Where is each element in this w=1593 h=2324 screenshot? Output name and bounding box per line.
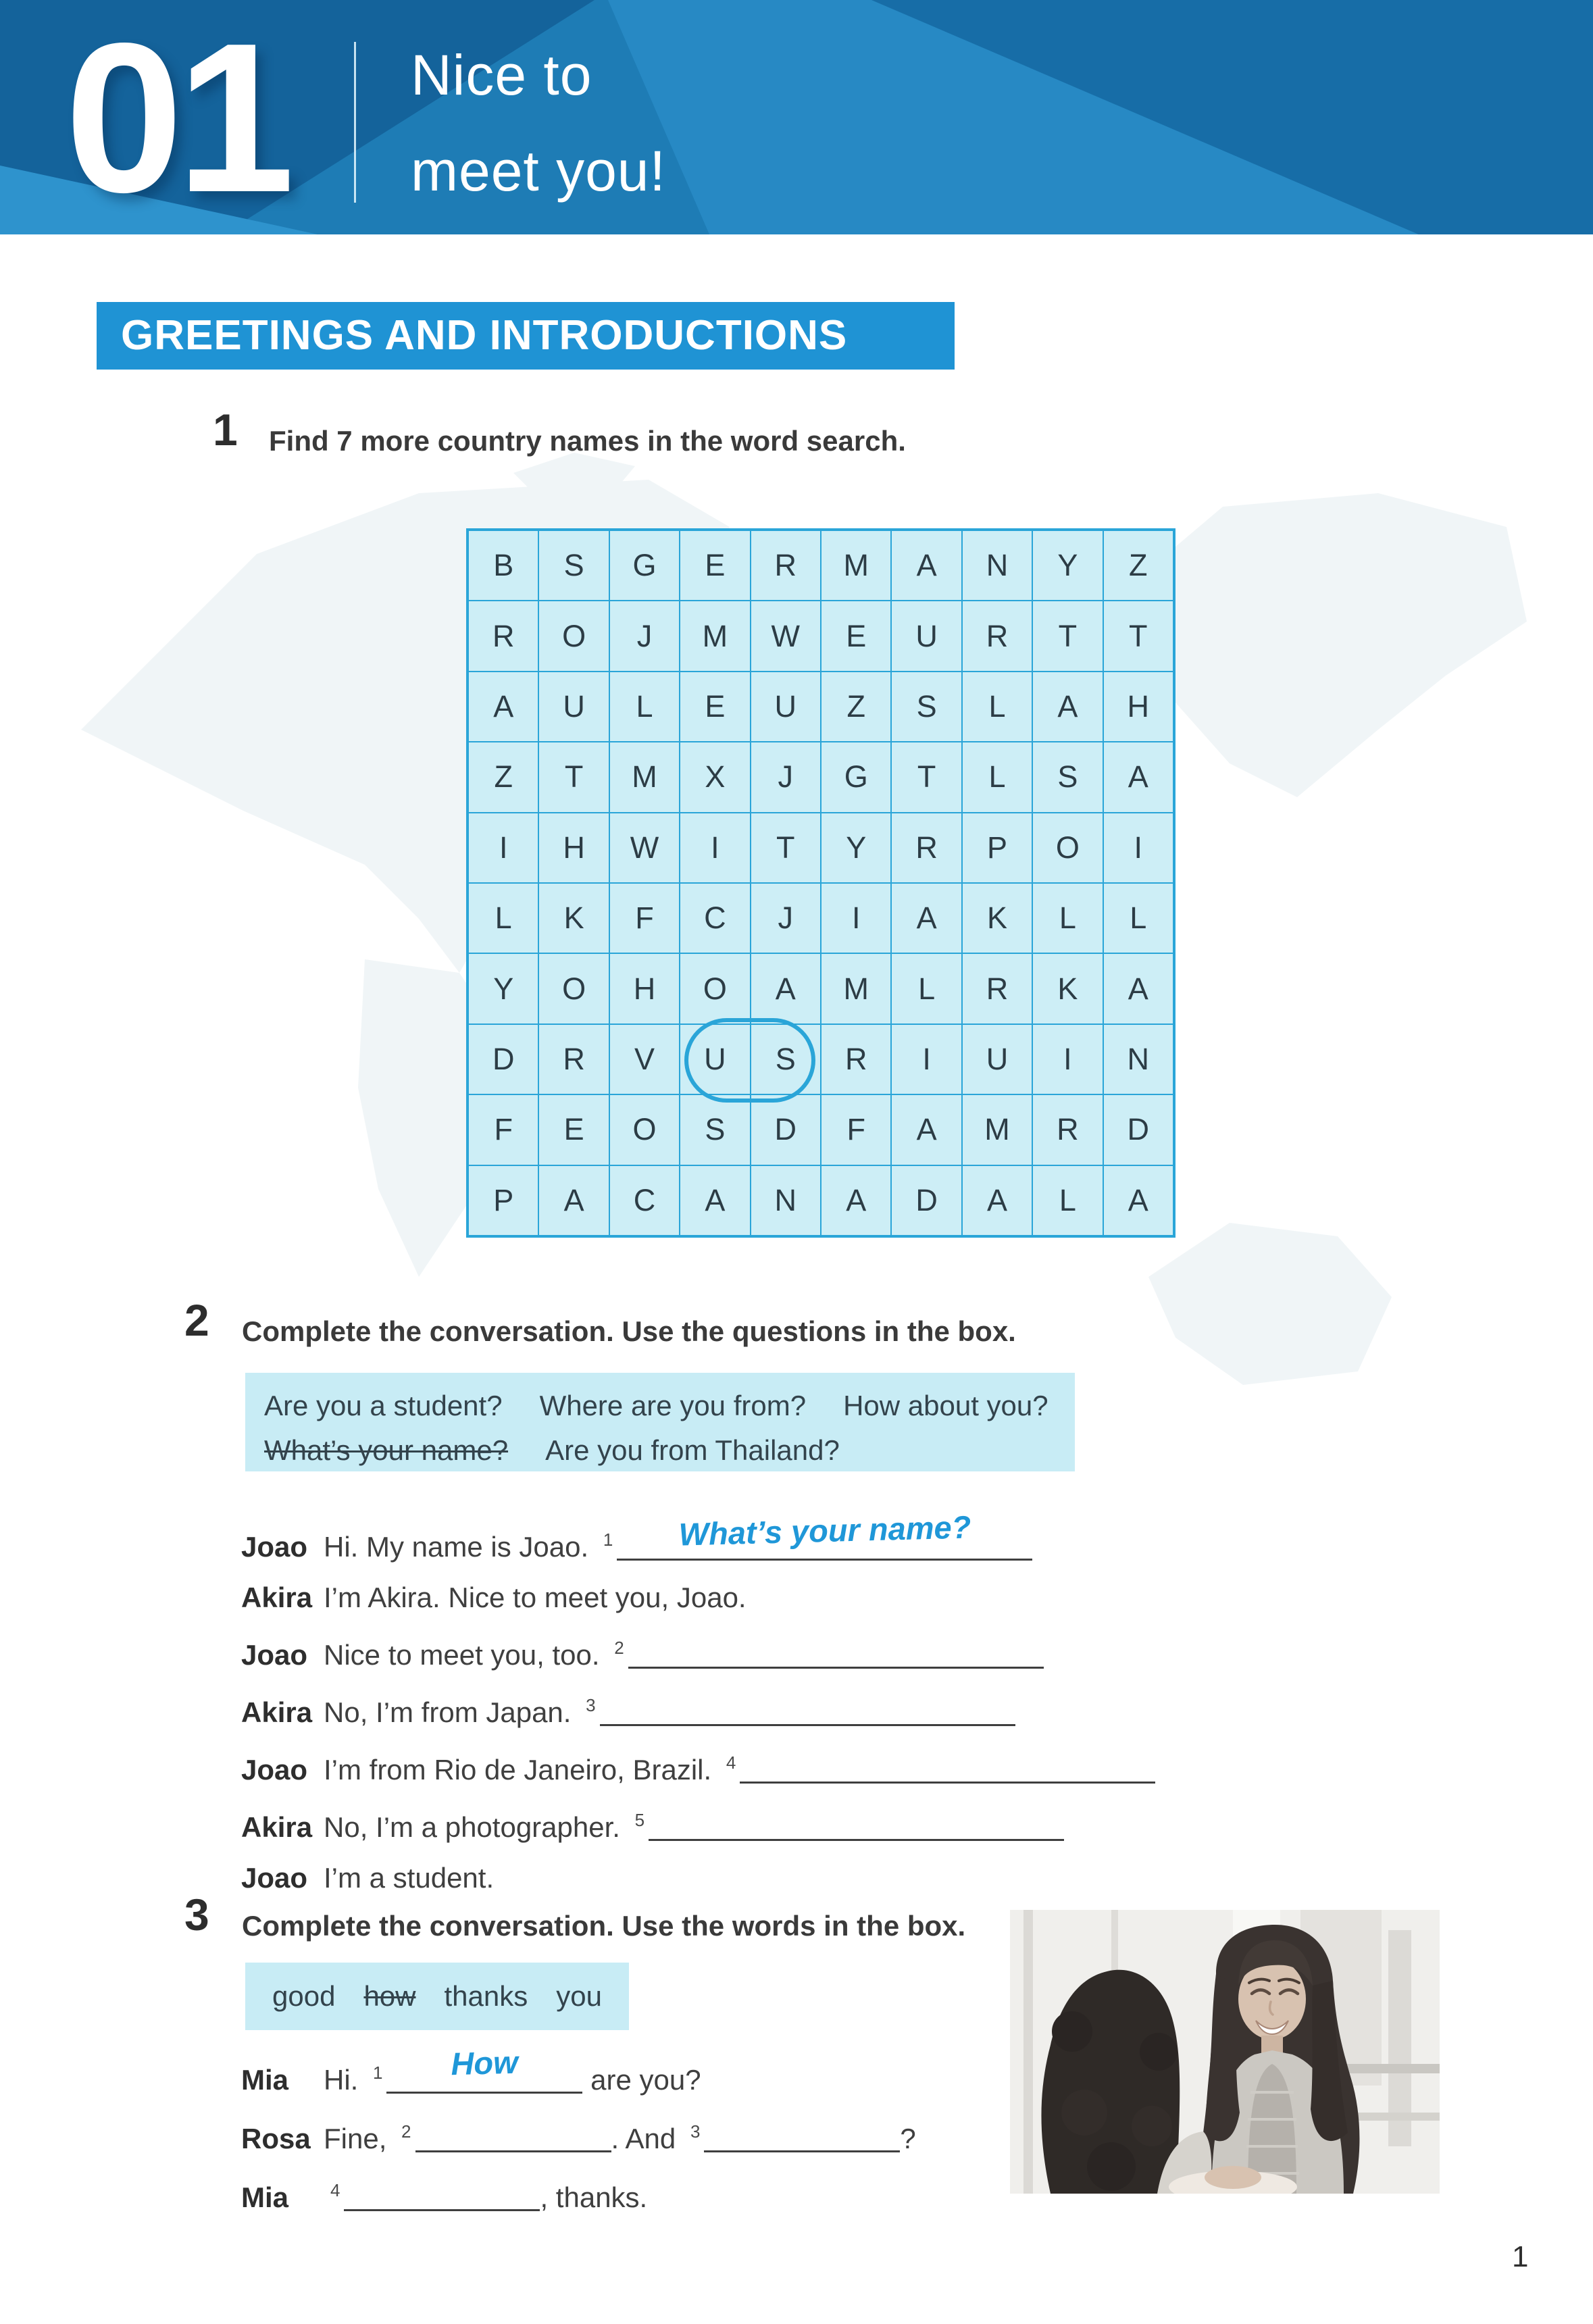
dialogue-text: . And [611,2123,684,2154]
box-word: how [363,1980,416,2012]
grid-cell-r8c3[interactable]: S [680,1094,750,1165]
box-word: Where are you from? [539,1390,807,1421]
grid-cell-r3c1[interactable]: T [538,742,609,812]
grid-cell-r4c4[interactable]: T [751,813,821,883]
grid-cell-r8c7[interactable]: M [962,1094,1032,1165]
grid-cell-r8c8[interactable]: R [1032,1094,1103,1165]
dialogue-line-2 [241,1572,1295,1623]
grid-cell-r2c8[interactable]: A [1032,672,1103,742]
grid-cell-r9c2[interactable]: C [609,1165,680,1236]
grid-cell-r8c4[interactable]: D [751,1094,821,1165]
exercise1-instruction: Find 7 more country names in the word search. [269,425,906,457]
grid-cell-r1c1[interactable]: O [538,601,609,671]
answer-blank[interactable] [386,2044,582,2094]
unit-title-line2: meet you! [411,139,666,203]
unit-number: 01 [65,0,288,236]
question-box-row [264,1384,1075,1428]
dialogue-line-1 [241,1509,1295,1572]
grid-cell-r1c3[interactable]: M [680,601,750,671]
grid-cell-r7c0[interactable]: D [468,1024,538,1094]
grid-cell-r4c1[interactable]: H [538,813,609,883]
grid-cell-r7c5[interactable]: R [821,1024,891,1094]
grid-cell-r4c7[interactable]: P [962,813,1032,883]
section-title: GREETINGS AND INTRODUCTIONS [121,312,848,359]
word-search [466,528,1175,1238]
blank-number: 3 [690,2121,701,2142]
speaker-name: Akira [241,1696,313,1728]
box-word: How about you? [843,1390,1048,1421]
grid-cell-r2c3[interactable]: E [680,672,750,742]
grid-cell-r0c0[interactable]: B [468,530,538,601]
dialogue-line-4 [241,1680,1295,1738]
exercise1-number: 1 [213,405,238,455]
word-box [245,1963,629,2030]
grid-cell-r1c7[interactable]: R [962,601,1032,671]
grid-cell-r7c1[interactable]: R [538,1024,609,1094]
grid-cell-r2c6[interactable]: S [891,672,961,742]
dialogue-text: I’m a student. [324,1862,495,1894]
exercise3-instruction: Complete the conversation. Use the words in the box. [242,1910,966,1942]
dialogue-text: I’m from Rio de Janeiro, Brazil. [324,1754,719,1786]
box-word: Are you a student? [264,1390,503,1421]
grid-cell-r1c0[interactable]: R [468,601,538,671]
grid-cell-r9c0[interactable]: P [468,1165,538,1236]
speaker-name: Mia [241,2181,289,2213]
grid-cell-r2c4[interactable]: U [751,672,821,742]
grid-cell-r8c5[interactable]: F [821,1094,891,1165]
grid-cell-r8c6[interactable]: A [891,1094,961,1165]
grid-cell-r3c4[interactable]: J [751,742,821,812]
grid-cell-r7c9[interactable]: N [1103,1024,1173,1094]
exercise3-number: 3 [184,1890,209,1940]
grid-cell-r2c9[interactable]: H [1103,672,1173,742]
header-divider [354,42,356,203]
grid-cell-r5c6[interactable]: A [891,883,961,953]
speaker-name: Mia [241,2064,289,2096]
dialogue-text: , thanks. [540,2181,648,2213]
handwritten-answer: What’s your name? [678,1509,971,1552]
grid-cell-r7c8[interactable]: I [1032,1024,1103,1094]
grid-cell-r5c9[interactable]: L [1103,883,1173,953]
answer-blank[interactable] [617,1509,1032,1561]
grid-cell-r8c9[interactable]: D [1103,1094,1173,1165]
grid-cell-r9c8[interactable]: L [1032,1165,1103,1236]
grid-cell-r8c0[interactable]: F [468,1094,538,1165]
grid-cell-r6c8[interactable]: K [1032,953,1103,1024]
dialogue-line-7 [241,1852,1295,1903]
grid-cell-r2c5[interactable]: Z [821,672,891,742]
grid-cell-r9c4[interactable]: N [751,1165,821,1236]
grid-cell-r9c3[interactable]: A [680,1165,750,1236]
grid-cell-r1c6[interactable]: U [891,601,961,671]
grid-cell-r9c6[interactable]: D [891,1165,961,1236]
grid-cell-r1c2[interactable]: J [609,601,680,671]
grid-cell-r7c4[interactable]: S [751,1024,821,1094]
answer-blank[interactable] [344,2204,540,2211]
grid-cell-r0c2[interactable]: G [609,530,680,601]
grid-cell-r9c1[interactable]: A [538,1165,609,1236]
blank-number: 5 [634,1810,645,1830]
exercise2-instruction: Complete the conversation. Use the questions in the box. [242,1315,1016,1347]
grid-cell-r3c0[interactable]: Z [468,742,538,812]
speaker-name: Joao [241,1531,308,1563]
section-banner [97,302,955,370]
box-word: you [556,1980,602,2012]
answer-blank[interactable] [600,1719,1015,1726]
dialogue-text: are you? [582,2064,701,2096]
grid-cell-r0c1[interactable]: S [538,530,609,601]
answer-blank[interactable] [415,2146,611,2152]
speaker-name: Rosa [241,2123,311,2154]
grid-cell-r3c9[interactable]: A [1103,742,1173,812]
grid-cell-r8c1[interactable]: E [538,1094,609,1165]
dialogue-text: No, I’m from Japan. [324,1696,580,1728]
dialogue-text: No, I’m a photographer. [324,1811,628,1843]
grid-cell-r5c1[interactable]: K [538,883,609,953]
unit-title [411,27,666,219]
grid-cell-r4c3[interactable]: I [680,813,750,883]
answer-blank[interactable] [628,1662,1044,1669]
grid-cell-r3c5[interactable]: G [821,742,891,812]
grid-cell-r3c6[interactable]: T [891,742,961,812]
grid-cell-r5c4[interactable]: J [751,883,821,953]
blank-number: 3 [586,1695,596,1715]
conversation-exercise2 [241,1509,1295,1903]
grid-cell-r0c5[interactable]: M [821,530,891,601]
blank-number: 2 [401,2121,411,2142]
grid-cell-r1c5[interactable]: E [821,601,891,671]
grid-cell-r3c3[interactable]: X [680,742,750,812]
answer-blank[interactable] [649,1834,1064,1841]
question-box [245,1373,1075,1471]
grid-cell-r6c7[interactable]: R [962,953,1032,1024]
grid-cell-r6c0[interactable]: Y [468,953,538,1024]
grid-cell-r1c8[interactable]: T [1032,601,1103,671]
grid-cell-r7c7[interactable]: U [962,1024,1032,1094]
answer-blank[interactable] [740,1777,1155,1784]
dialogue-line-5 [241,1738,1295,1795]
exercise2-number: 2 [184,1295,209,1345]
grid-cell-r9c5[interactable]: A [821,1165,891,1236]
dialogue-line-6 [241,1795,1295,1852]
grid-cell-r6c9[interactable]: A [1103,953,1173,1024]
grid-cell-r1c4[interactable]: W [751,601,821,671]
grid-cell-r5c0[interactable]: L [468,883,538,953]
dialogue-text: I’m Akira. Nice to meet you, Joao. [324,1582,747,1613]
speaker-name: Joao [241,1639,308,1671]
speaker-name: Joao [241,1862,308,1894]
unit-header [0,0,1593,234]
box-word: What’s your name? [264,1434,509,1466]
answer-blank[interactable] [704,2146,900,2152]
grid-cell-r2c1[interactable]: U [538,672,609,742]
grid-cell-r2c2[interactable]: L [609,672,680,742]
grid-cell-r6c2[interactable]: H [609,953,680,1024]
grid-cell-r4c9[interactable]: I [1103,813,1173,883]
grid-cell-r5c7[interactable]: K [962,883,1032,953]
circled-answer-us [684,1018,815,1103]
dialogue-text: ? [900,2123,916,2154]
grid-cell-r4c2[interactable]: W [609,813,680,883]
grid-cell-r5c5[interactable]: I [821,883,891,953]
grid-cell-r6c4[interactable]: A [751,953,821,1024]
grid-cell-r7c6[interactable]: I [891,1024,961,1094]
grid-cell-r3c2[interactable]: M [609,742,680,812]
grid-cell-r3c8[interactable]: S [1032,742,1103,812]
grid-cell-r1c9[interactable]: T [1103,601,1173,671]
grid-cell-r7c2[interactable]: V [609,1024,680,1094]
grid-cell-r3c7[interactable]: L [962,742,1032,812]
grid-cell-r4c6[interactable]: R [891,813,961,883]
dialogue-text: Nice to meet you, too. [324,1639,608,1671]
box-word: Are you from Thailand? [545,1434,840,1466]
unit-title-line1: Nice to [411,43,592,107]
dialogue-line-3 [241,1623,1295,1680]
grid-cell-r0c7[interactable]: N [962,530,1032,601]
page-number: 1 [1512,2240,1529,2273]
blank-number: 4 [726,1752,736,1773]
box-word: thanks [444,1980,528,2012]
blank-number: 4 [330,2180,340,2200]
dialogue-text: Hi. [324,2064,366,2096]
grid-cell-r5c2[interactable]: F [609,883,680,953]
grid-cell-r5c3[interactable]: C [680,883,750,953]
grid-cell-r6c1[interactable]: O [538,953,609,1024]
speaker-name: Joao [241,1754,308,1786]
grid-cell-r6c5[interactable]: M [821,953,891,1024]
grid-cell-r8c2[interactable]: O [609,1094,680,1165]
grid-cell-r0c8[interactable]: Y [1032,530,1103,601]
photo-two-women-talking [1010,1910,1440,2194]
grid-cell-r6c3[interactable]: O [680,953,750,1024]
dialogue-text: Fine, [324,2123,395,2154]
grid-cell-r2c0[interactable]: A [468,672,538,742]
grid-cell-r6c6[interactable]: L [891,953,961,1024]
blank-number: 1 [373,2063,383,2083]
dialogue-text: Hi. My name is Joao. [324,1531,597,1563]
blank-number: 1 [603,1530,613,1550]
speaker-name: Akira [241,1582,313,1613]
grid-cell-r0c3[interactable]: E [680,530,750,601]
grid-cell-r9c9[interactable]: A [1103,1165,1173,1236]
question-box-row [264,1428,1075,1473]
grid-cell-r0c6[interactable]: A [891,530,961,601]
grid-cell-r2c7[interactable]: L [962,672,1032,742]
grid-cell-r5c8[interactable]: L [1032,883,1103,953]
box-word: good [272,1980,336,2012]
blank-number: 2 [614,1638,624,1658]
grid-cell-r4c8[interactable]: O [1032,813,1103,883]
grid-cell-r7c3[interactable]: U [680,1024,750,1094]
handwritten-answer: How [451,2044,519,2082]
grid-cell-r0c4[interactable]: R [751,530,821,601]
grid-cell-r4c0[interactable]: I [468,813,538,883]
grid-cell-r9c7[interactable]: A [962,1165,1032,1236]
grid-cell-r4c5[interactable]: Y [821,813,891,883]
word-search-grid [466,528,1175,1238]
speaker-name: Akira [241,1811,313,1843]
grid-cell-r0c9[interactable]: Z [1103,530,1173,601]
